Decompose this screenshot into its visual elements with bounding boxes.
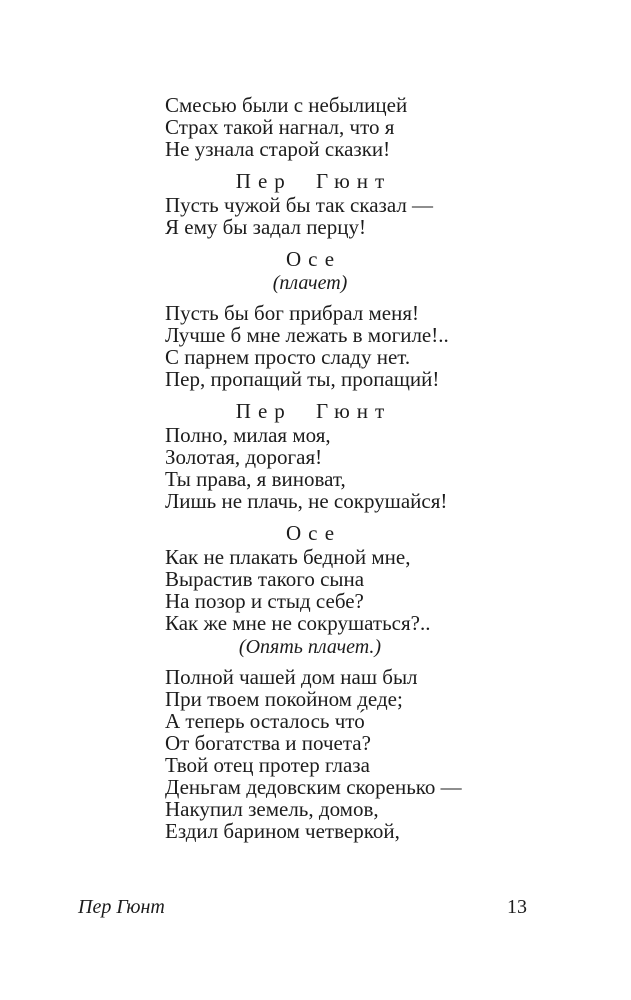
stanza bbox=[165, 302, 455, 390]
stanza bbox=[165, 424, 455, 512]
character-name: Осе bbox=[285, 521, 342, 545]
verse-line: Ты права, я виноват, bbox=[165, 467, 346, 491]
footer-page-number: 13 bbox=[507, 896, 527, 918]
verse-line: Деньгам дедовским скоренько — bbox=[165, 775, 462, 799]
character-name: Осе bbox=[285, 247, 342, 271]
stanza bbox=[165, 194, 455, 238]
verse-content bbox=[165, 92, 462, 843]
stanza bbox=[165, 665, 462, 843]
verse-line: Вырастив такого сына bbox=[165, 567, 365, 591]
verse-line: Полной чашей дом наш был bbox=[165, 665, 418, 689]
verse-line: Твой отец протер глаза bbox=[165, 753, 370, 777]
verse-line: Золотая, дорогая! bbox=[165, 445, 323, 469]
page-footer bbox=[0, 895, 631, 921]
verse-line: Полно, милая моя, bbox=[165, 423, 331, 447]
verse-line: Лучше б мне лежать в могиле!.. bbox=[165, 323, 449, 347]
verse-line: Не узнала старой сказки! bbox=[165, 137, 391, 161]
verse-line: При твоем покойном деде; bbox=[165, 687, 403, 711]
verse-line: Смесью были с небылицей bbox=[165, 93, 408, 117]
verse-line: Страх такой нагнал, что я bbox=[165, 115, 395, 139]
stage-direction: (Опять плачет.) bbox=[238, 636, 382, 658]
verse-line: Накупил земель, домов, bbox=[165, 797, 379, 821]
verse-line: На позор и стыд себе? bbox=[165, 589, 364, 613]
verse-line: От богатства и почета? bbox=[165, 731, 371, 755]
verse-line: А теперь осталось что́ bbox=[165, 709, 365, 733]
character-name: Пер Гюнт bbox=[235, 169, 392, 193]
verse-line: Я ему бы задал перцу! bbox=[165, 215, 366, 239]
verse-line: Пусть бы бог прибрал меня! bbox=[165, 301, 419, 325]
verse-line: С парнем просто сладу нет. bbox=[165, 345, 411, 369]
verse-line: Пер, пропащий ты, пропащий! bbox=[165, 367, 440, 391]
verse-line: Пусть чужой бы так сказал — bbox=[165, 193, 434, 217]
stanza bbox=[165, 546, 455, 634]
stage-direction: (плачет) bbox=[272, 272, 348, 294]
verse-line: Как не плакать бедной мне, bbox=[165, 545, 411, 569]
verse-line: Лишь не плачь, не сокрушайся! bbox=[165, 489, 448, 513]
verse-line: Ездил барином четверкой, bbox=[165, 819, 400, 843]
character-name: Пер Гюнт bbox=[235, 399, 392, 423]
footer-running-title: Пер Гюнт bbox=[78, 896, 165, 918]
verse-line: Как же мне не сокрушаться?.. bbox=[165, 611, 431, 635]
stanza bbox=[165, 94, 455, 160]
